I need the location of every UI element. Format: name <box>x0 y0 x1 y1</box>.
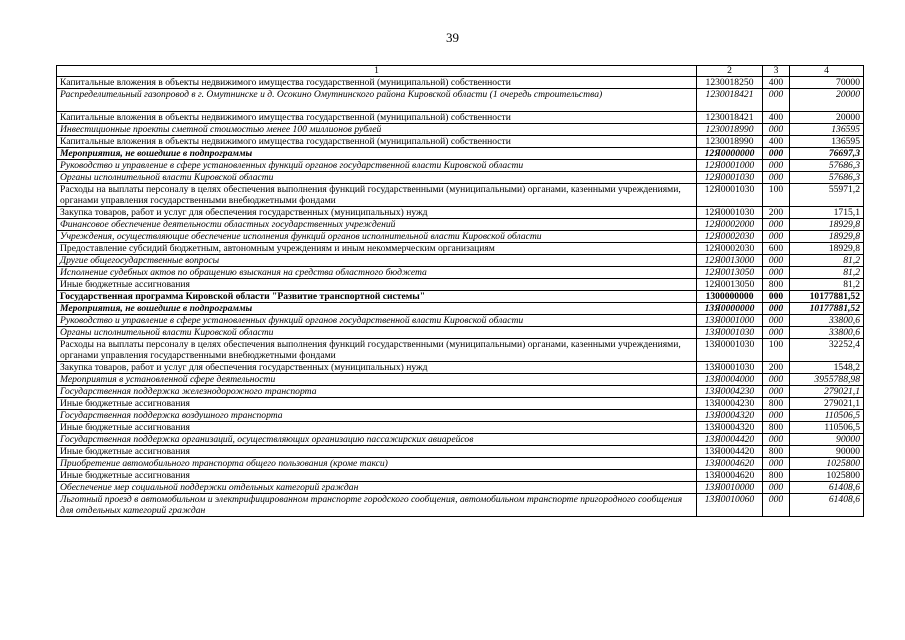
amount-cell: 3955788,98 <box>790 374 864 386</box>
expenditure-name-cell: Руководство и управление в сфере установленных функций органов государственной власти Кировской области <box>57 160 697 172</box>
table-row <box>57 446 864 458</box>
table-header-row <box>57 66 864 77</box>
target-article-code-cell: 13Я0004420 <box>697 446 763 458</box>
expenditure-name-cell: Обеспечение мер социальной поддержки отдельных категорий граждан <box>57 482 697 494</box>
amount-cell: 1025800 <box>790 470 864 482</box>
expenditure-name-cell: Капитальные вложения в объекты недвижимого имущества государственной (муниципальной) собственности <box>57 77 697 89</box>
target-article-code-cell: 12Я0001030 <box>697 207 763 219</box>
expenditure-name-cell: Мероприятия в установленной сфере деятельности <box>57 374 697 386</box>
expense-type-cell: 000 <box>763 291 790 303</box>
target-article-code-cell: 12Я0002000 <box>697 219 763 231</box>
expense-type-cell: 800 <box>763 470 790 482</box>
table-row <box>57 482 864 494</box>
expense-type-cell: 200 <box>763 207 790 219</box>
amount-cell: 57686,3 <box>790 160 864 172</box>
target-article-code-cell: 13Я0004620 <box>697 470 763 482</box>
table-row <box>57 255 864 267</box>
target-article-code-cell: 12Я0001030 <box>697 184 763 207</box>
expenditure-name-cell: Предоставление субсидий бюджетным, автономным учреждениям и иным некоммерческим организациям <box>57 243 697 255</box>
table-row <box>57 267 864 279</box>
amount-cell: 55971,2 <box>790 184 864 207</box>
target-article-code-cell: 1230018990 <box>697 124 763 136</box>
expense-type-cell: 000 <box>763 327 790 339</box>
expenditure-name-cell: Государственная поддержка организаций, осуществляющих организацию пассажирских авиарейсов <box>57 434 697 446</box>
target-article-code-cell: 13Я0004420 <box>697 434 763 446</box>
amount-cell: 110506,5 <box>790 422 864 434</box>
table-row <box>57 327 864 339</box>
amount-cell: 81,2 <box>790 267 864 279</box>
expenditure-name-cell: Инвестиционные проекты сметной стоимостью менее 100 миллионов рублей <box>57 124 697 136</box>
expense-type-cell: 200 <box>763 362 790 374</box>
budget-table <box>56 65 864 517</box>
expenditure-name-cell: Капитальные вложения в объекты недвижимого имущества государственной (муниципальной) собственности <box>57 112 697 124</box>
header-col-2: 2 <box>697 66 763 77</box>
expenditure-name-cell: Государственная программа Кировской области "Развитие транспортной системы" <box>57 291 697 303</box>
expenditure-name-cell: Закупка товаров, работ и услуг для обеспечения государственных (муниципальных) нужд <box>57 207 697 219</box>
target-article-code-cell: 13Я0001030 <box>697 339 763 362</box>
amount-cell: 136595 <box>790 124 864 136</box>
amount-cell: 136595 <box>790 136 864 148</box>
expense-type-cell: 000 <box>763 255 790 267</box>
expense-type-cell: 400 <box>763 112 790 124</box>
amount-cell: 10177881,52 <box>790 291 864 303</box>
target-article-code-cell: 13Я0004320 <box>697 410 763 422</box>
target-article-code-cell: 12Я0001000 <box>697 160 763 172</box>
amount-cell: 90000 <box>790 446 864 458</box>
table-row <box>57 89 864 112</box>
expense-type-cell: 400 <box>763 136 790 148</box>
table-row <box>57 458 864 470</box>
table-row <box>57 112 864 124</box>
expenditure-name-cell: Государственная поддержка железнодорожного транспорта <box>57 386 697 398</box>
expenditure-name-cell: Руководство и управление в сфере установленных функций органов государственной власти Кировской области <box>57 315 697 327</box>
table-row <box>57 231 864 243</box>
expenditure-name-cell: Мероприятия, не вошедшие в подпрограммы <box>57 148 697 160</box>
table-row <box>57 494 864 517</box>
expense-type-cell: 000 <box>763 374 790 386</box>
header-col-4: 4 <box>790 66 864 77</box>
expense-type-cell: 000 <box>763 458 790 470</box>
amount-cell: 279021,1 <box>790 398 864 410</box>
expenditure-name-cell: Иные бюджетные ассигнования <box>57 422 697 434</box>
header-col-3: 3 <box>763 66 790 77</box>
amount-cell: 32252,4 <box>790 339 864 362</box>
expenditure-name-cell: Расходы на выплаты персоналу в целях обеспечения выполнения функций государственными (муниципальными) органами, казенными учреждениями, органами управления государственными внебюджетными фондами <box>57 184 697 207</box>
expenditure-name-cell: Капитальные вложения в объекты недвижимого имущества государственной (муниципальной) собственности <box>57 136 697 148</box>
expense-type-cell: 100 <box>763 184 790 207</box>
table-row <box>57 184 864 207</box>
amount-cell: 81,2 <box>790 255 864 267</box>
expense-type-cell: 800 <box>763 279 790 291</box>
page-number: 39 <box>446 30 459 45</box>
expense-type-cell: 000 <box>763 386 790 398</box>
target-article-code-cell: 1230018990 <box>697 136 763 148</box>
table-row <box>57 398 864 410</box>
amount-cell: 33800,6 <box>790 327 864 339</box>
table-row <box>57 386 864 398</box>
expense-type-cell: 000 <box>763 410 790 422</box>
target-article-code-cell: 13Я0001000 <box>697 315 763 327</box>
expense-type-cell: 100 <box>763 339 790 362</box>
target-article-code-cell: 12Я0002030 <box>697 231 763 243</box>
amount-cell: 18929,8 <box>790 231 864 243</box>
expense-type-cell: 000 <box>763 482 790 494</box>
target-article-code-cell: 13Я0010060 <box>697 494 763 517</box>
amount-cell: 81,2 <box>790 279 864 291</box>
table-row <box>57 124 864 136</box>
amount-cell: 18929,8 <box>790 243 864 255</box>
expense-type-cell: 800 <box>763 422 790 434</box>
amount-cell: 1025800 <box>790 458 864 470</box>
expenditure-name-cell: Органы исполнительной власти Кировской области <box>57 172 697 184</box>
expenditure-name-cell: Льготный проезд в автомобильном и электрифицированном транспорте городского сообщения, автомобильном транспорте пригородного сообщения для отдельных категорий граждан <box>57 494 697 517</box>
amount-cell: 20000 <box>790 89 864 112</box>
expense-type-cell: 000 <box>763 172 790 184</box>
target-article-code-cell: 13Я0001030 <box>697 362 763 374</box>
table-row <box>57 470 864 482</box>
amount-cell: 20000 <box>790 112 864 124</box>
table-row <box>57 422 864 434</box>
expenditure-name-cell: Финансовое обеспечение деятельности областных государственных учреждений <box>57 219 697 231</box>
amount-cell: 70000 <box>790 77 864 89</box>
amount-cell: 90000 <box>790 434 864 446</box>
target-article-code-cell: 13Я0010000 <box>697 482 763 494</box>
amount-cell: 61408,6 <box>790 482 864 494</box>
target-article-code-cell: 1230018421 <box>697 89 763 112</box>
expense-type-cell: 000 <box>763 124 790 136</box>
amount-cell: 18929,8 <box>790 219 864 231</box>
target-article-code-cell: 13Я0000000 <box>697 303 763 315</box>
table-row <box>57 77 864 89</box>
expense-type-cell: 400 <box>763 77 790 89</box>
expenditure-name-cell: Распределительный газопровод в г. Омутнинске и д. Осокино Омутнинского района Кировской области (1 очередь строительства) <box>57 89 697 112</box>
target-article-code-cell: 12Я0013050 <box>697 267 763 279</box>
expense-type-cell: 000 <box>763 89 790 112</box>
target-article-code-cell: 13Я0004620 <box>697 458 763 470</box>
table-row <box>57 279 864 291</box>
expenditure-name-cell: Закупка товаров, работ и услуг для обеспечения государственных (муниципальных) нужд <box>57 362 697 374</box>
expense-type-cell: 800 <box>763 446 790 458</box>
target-article-code-cell: 13Я0001030 <box>697 327 763 339</box>
expense-type-cell: 000 <box>763 148 790 160</box>
table-row <box>57 243 864 255</box>
expenditure-name-cell: Расходы на выплаты персоналу в целях обеспечения выполнения функций государственными (муниципальными) органами, казенными учреждениями, органами управления государственными внебюджетными фондами <box>57 339 697 362</box>
expense-type-cell: 000 <box>763 267 790 279</box>
expense-type-cell: 000 <box>763 494 790 517</box>
target-article-code-cell: 1230018250 <box>697 77 763 89</box>
table-row <box>57 362 864 374</box>
table-row <box>57 148 864 160</box>
target-article-code-cell: 12Я0002030 <box>697 243 763 255</box>
amount-cell: 33800,6 <box>790 315 864 327</box>
target-article-code-cell: 13Я0004230 <box>697 398 763 410</box>
expenditure-name-cell: Органы исполнительной власти Кировской области <box>57 327 697 339</box>
target-article-code-cell: 12Я0013050 <box>697 279 763 291</box>
target-article-code-cell: 12Я0013000 <box>697 255 763 267</box>
expense-type-cell: 800 <box>763 398 790 410</box>
expense-type-cell: 600 <box>763 243 790 255</box>
table-row <box>57 207 864 219</box>
expenditure-name-cell: Учреждения, осуществляющие обеспечение исполнения функций органов исполнительной власти Кировской области <box>57 231 697 243</box>
target-article-code-cell: 13Я0004230 <box>697 386 763 398</box>
amount-cell: 61408,6 <box>790 494 864 517</box>
expenditure-name-cell: Иные бюджетные ассигнования <box>57 398 697 410</box>
table-row <box>57 160 864 172</box>
target-article-code-cell: 12Я0000000 <box>697 148 763 160</box>
table-row <box>57 434 864 446</box>
table-row <box>57 315 864 327</box>
table-row <box>57 303 864 315</box>
table-row <box>57 291 864 303</box>
target-article-code-cell: 13Я0004320 <box>697 422 763 434</box>
expense-type-cell: 000 <box>763 231 790 243</box>
expenditure-name-cell: Исполнение судебных актов по обращению взыскания на средства областного бюджета <box>57 267 697 279</box>
expenditure-name-cell: Государственная поддержка воздушного транспорта <box>57 410 697 422</box>
expenditure-name-cell: Иные бюджетные ассигнования <box>57 470 697 482</box>
expenditure-name-cell: Иные бюджетные ассигнования <box>57 279 697 291</box>
expenditure-name-cell: Другие общегосударственные вопросы <box>57 255 697 267</box>
target-article-code-cell: 1230018421 <box>697 112 763 124</box>
expense-type-cell: 000 <box>763 315 790 327</box>
amount-cell: 1715,1 <box>790 207 864 219</box>
table-row <box>57 172 864 184</box>
table-row <box>57 339 864 362</box>
amount-cell: 76697,3 <box>790 148 864 160</box>
header-col-1: 1 <box>57 66 697 77</box>
expense-type-cell: 000 <box>763 303 790 315</box>
expenditure-name-cell: Иные бюджетные ассигнования <box>57 446 697 458</box>
table-row <box>57 374 864 386</box>
table-row <box>57 136 864 148</box>
amount-cell: 279021,1 <box>790 386 864 398</box>
amount-cell: 110506,5 <box>790 410 864 422</box>
amount-cell: 57686,3 <box>790 172 864 184</box>
table-row <box>57 219 864 231</box>
expenditure-name-cell: Мероприятия, не вошедшие в подпрограммы <box>57 303 697 315</box>
expense-type-cell: 000 <box>763 219 790 231</box>
expense-type-cell: 000 <box>763 434 790 446</box>
target-article-code-cell: 13Я0004000 <box>697 374 763 386</box>
target-article-code-cell: 1300000000 <box>697 291 763 303</box>
expenditure-name-cell: Приобретение автомобильного транспорта общего пользования (кроме такси) <box>57 458 697 470</box>
expense-type-cell: 000 <box>763 160 790 172</box>
amount-cell: 1548,2 <box>790 362 864 374</box>
target-article-code-cell: 12Я0001030 <box>697 172 763 184</box>
amount-cell: 10177881,52 <box>790 303 864 315</box>
table-row <box>57 410 864 422</box>
